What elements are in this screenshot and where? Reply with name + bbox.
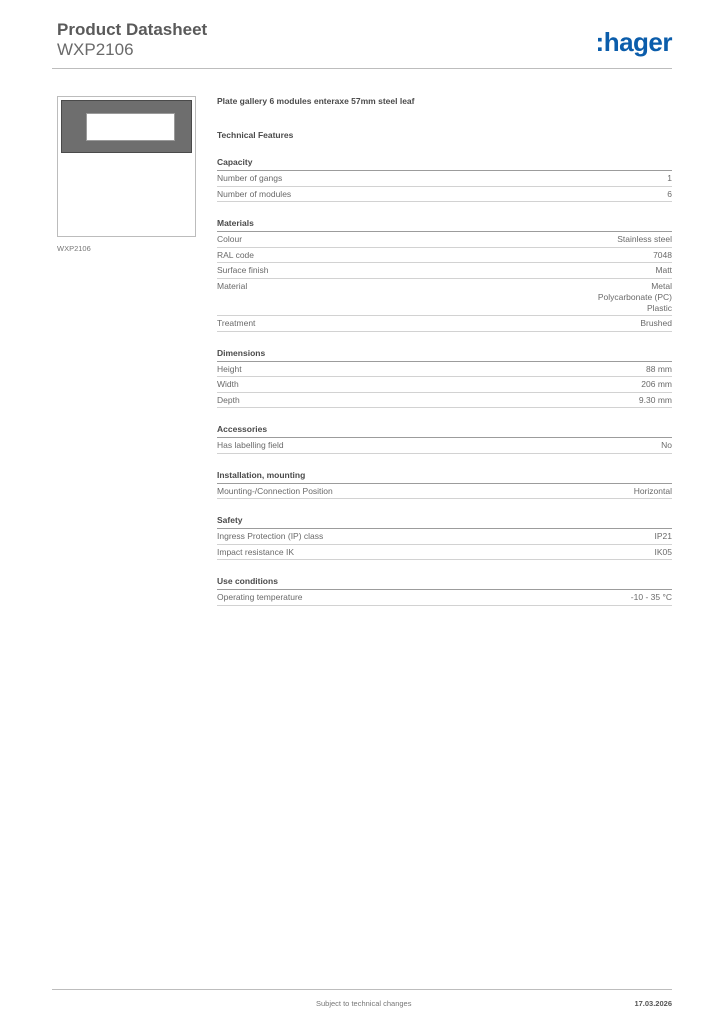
spec-label: Material — [217, 280, 248, 291]
spec-row — [217, 545, 672, 561]
spec-value-line: 6 — [667, 188, 672, 199]
section-title: Dimensions — [217, 348, 672, 362]
spec-section — [217, 470, 672, 500]
product-code: WXP2106 — [57, 40, 134, 59]
footer-divider — [52, 989, 672, 990]
spec-label: Depth — [217, 394, 240, 405]
spec-label: Number of gangs — [217, 173, 283, 183]
spec-value-line: No — [661, 440, 672, 450]
spec-label: Treatment — [217, 318, 256, 328]
image-caption: WXP2106 — [57, 244, 91, 253]
spec-value-line: 206 mm — [641, 379, 672, 389]
spec-value — [653, 250, 672, 261]
spec-value-line: Polycarbonate (PC) — [597, 291, 672, 302]
section-title: Accessories — [217, 424, 672, 438]
datasheet-content — [217, 96, 672, 606]
spec-value-line: Matt — [655, 265, 672, 275]
spec-label: RAL code — [217, 249, 255, 260]
spec-row — [217, 393, 672, 409]
plate-illustration — [61, 100, 192, 153]
spec-section — [217, 515, 672, 560]
spec-section — [217, 424, 672, 454]
spec-value — [655, 531, 673, 542]
plate-window — [86, 113, 175, 141]
spec-label: Surface finish — [217, 265, 269, 275]
spec-row — [217, 248, 672, 264]
page-title: Product Datasheet — [57, 20, 208, 39]
spec-section — [217, 218, 672, 332]
spec-value — [634, 486, 672, 497]
spec-row — [217, 232, 672, 248]
spec-row — [217, 438, 672, 454]
spec-section — [217, 576, 672, 606]
spec-value-line: 7048 — [653, 249, 672, 260]
spec-sections — [217, 157, 672, 606]
spec-value — [667, 173, 672, 184]
spec-value — [641, 379, 672, 390]
technical-features-title: Technical Features — [217, 130, 294, 140]
spec-value — [639, 395, 672, 406]
spec-label: Height — [217, 363, 242, 374]
spec-label: Mounting-/Connection Position — [217, 485, 333, 496]
spec-value-line: 1 — [667, 173, 672, 183]
spec-section — [217, 348, 672, 409]
spec-label: Has labelling field — [217, 440, 284, 450]
spec-value-line: Stainless steel — [617, 234, 672, 244]
section-title: Materials — [217, 218, 672, 232]
spec-value — [667, 189, 672, 200]
spec-row — [217, 529, 672, 545]
section-title: Capacity — [217, 157, 672, 171]
spec-value — [631, 592, 672, 603]
spec-value-line: IP21 — [654, 531, 672, 541]
spec-value — [655, 265, 672, 276]
footer-note: Subject to technical changes — [316, 999, 412, 1008]
header-divider — [52, 68, 672, 69]
spec-value-line: Metal — [651, 280, 672, 291]
spec-value-line: Plastic — [646, 302, 672, 313]
spec-label: Ingress Protection (IP) class — [217, 531, 324, 541]
spec-row — [217, 187, 672, 203]
spec-row — [217, 171, 672, 187]
spec-row — [217, 263, 672, 279]
spec-value — [661, 440, 672, 451]
spec-value-line: 88 mm — [646, 363, 672, 374]
spec-value-line: 9.30 mm — [638, 394, 672, 405]
spec-value — [646, 364, 672, 375]
spec-row — [217, 590, 672, 606]
spec-value-line: Brushed — [640, 318, 672, 328]
product-description: Plate gallery 6 modules enteraxe 57mm steel leaf — [217, 96, 415, 106]
spec-value-line: Horizontal — [633, 485, 672, 496]
spec-row — [217, 377, 672, 393]
header — [57, 20, 207, 60]
footer-date: 17.03.2026 — [634, 999, 672, 1008]
spec-row — [217, 484, 672, 500]
spec-value — [617, 234, 672, 245]
hager-logo: :hager — [595, 27, 672, 57]
spec-value — [598, 281, 672, 314]
spec-label: Number of modules — [217, 188, 292, 199]
spec-value — [655, 547, 673, 558]
section-title: Safety — [217, 515, 672, 529]
spec-label: Colour — [217, 234, 243, 244]
product-image — [57, 96, 196, 237]
spec-row — [217, 279, 672, 317]
spec-label: Operating temperature — [217, 592, 303, 602]
spec-row — [217, 362, 672, 378]
spec-value-line: -10 - 35 °C — [630, 592, 672, 602]
section-title: Installation, mounting — [217, 470, 672, 484]
spec-value-line: IK05 — [654, 546, 672, 557]
spec-label: Width — [217, 379, 239, 389]
section-title: Use conditions — [217, 576, 672, 590]
spec-label: Impact resistance IK — [217, 546, 295, 557]
spec-row — [217, 316, 672, 332]
spec-section — [217, 157, 672, 202]
spec-value — [640, 318, 672, 329]
